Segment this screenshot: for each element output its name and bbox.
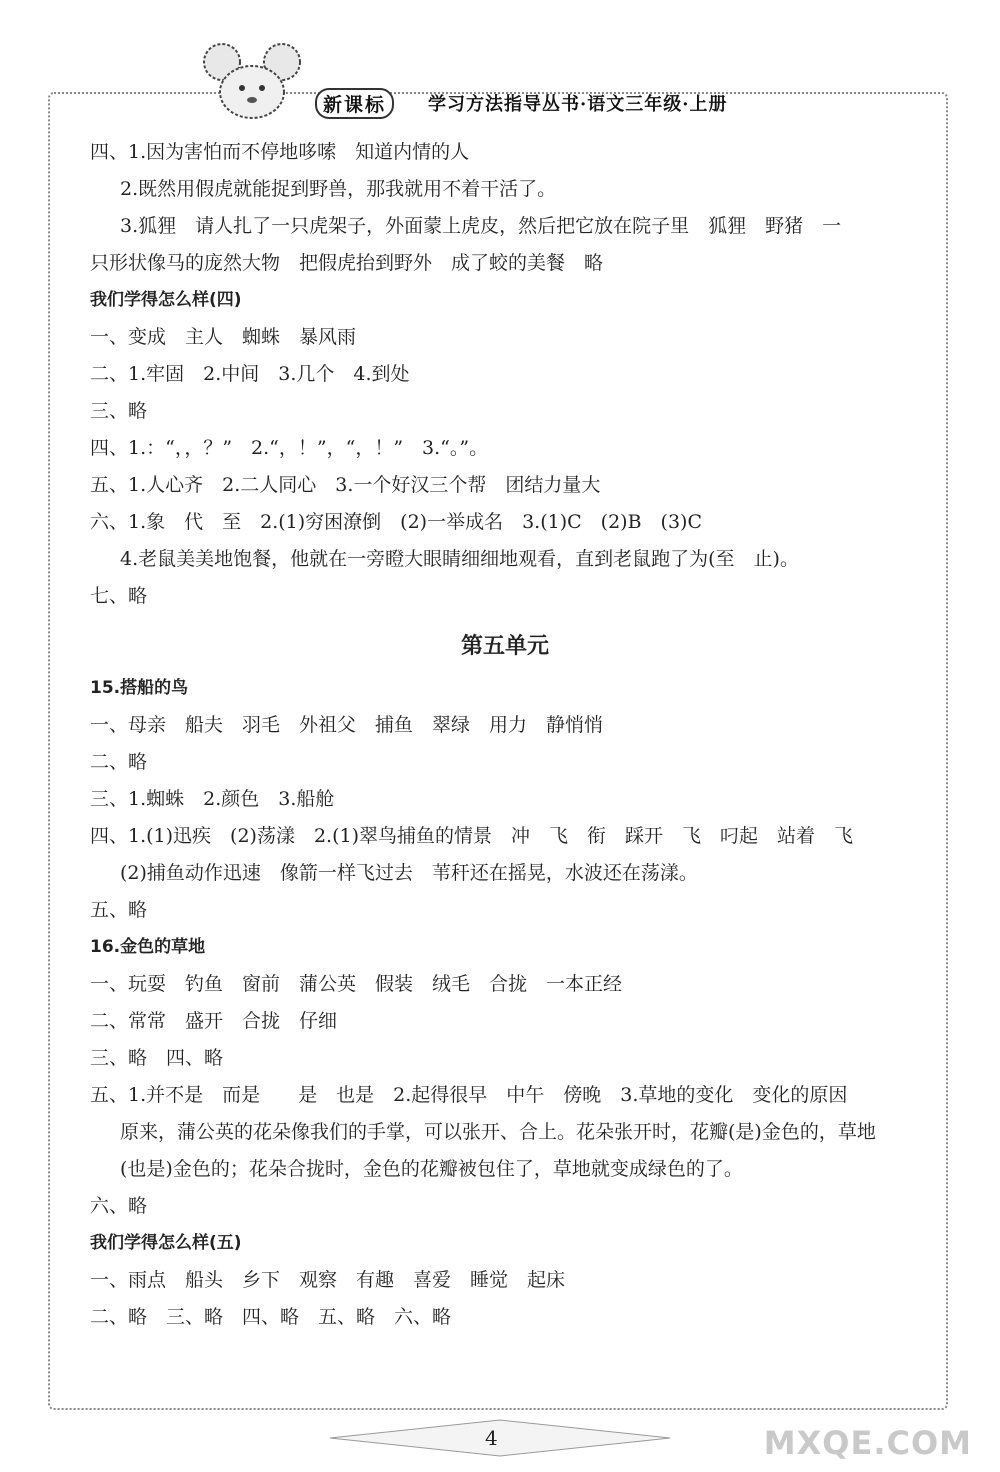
answer-line: 二、常常 盛开 合拢 仔细 [90,1010,338,1032]
answer-line: 五、略 [90,899,148,921]
answer-line: 四、1.因为害怕而不停地哆嗦 知道内情的人 [90,141,470,163]
answer-line: 2.既然用假虎就能捉到野兽，那我就用不着干活了。 [120,178,557,200]
answer-line: 四、1.(1)迅疾 (2)荡漾 2.(1)翠鸟捕鱼的情景 冲 飞 衔 踩开 飞 叼起 站着 飞 [90,825,853,847]
answer-line: 一、母亲 船夫 羽毛 外祖父 捕鱼 翠绿 用力 静悄悄 [90,714,604,736]
answer-line: 一、雨点 船头 乡下 观察 有趣 喜爱 睡觉 起床 [90,1269,566,1291]
answer-line: 3.狐狸 请人扎了一只虎架子，外面蒙上虎皮，然后把它放在院子里 狐狸 野猪 一 [120,215,842,237]
answer-line: 六、1.象 代 至 2.(1)穷困潦倒 (2)一举成名 3.(1)C (2)B (3)C [90,511,702,533]
answer-line: 六、略 [90,1195,148,1217]
answer-line: 二、略 [90,751,148,773]
page-footer [0,1418,1000,1472]
unit-title: 第五单元 [460,633,549,659]
answer-line: 四、1.：“，，？” 2.“，！”，“，！” 3.“。”。 [90,437,489,459]
lesson-title: 15.搭船的鸟 [90,678,189,698]
answer-content [90,138,920,1340]
book-series-title: 学习方法指导丛书·语文三年级·上册 [428,94,728,115]
answer-line: 七、略 [90,585,148,607]
brand-logo-text: 新课标 [315,88,394,119]
answer-line: 五、1.人心齐 2.二人同心 3.一个好汉三个帮 团结力量大 [90,474,601,496]
subsection-title: 我们学得怎么样(五) [90,1233,242,1253]
page-header [200,40,960,120]
answer-line: (2)捕鱼动作迅速 像箭一样飞过去 苇秆还在摇晃，水波还在荡漾。 [120,862,698,884]
answer-line: (也是)金色的；花朵合拢时，金色的花瓣被包住了，草地就变成绿色的了。 [120,1158,743,1180]
answer-line: 三、略 四、略 [90,1047,224,1069]
subsection-title: 我们学得怎么样(四) [90,290,242,310]
answer-line: 三、略 [90,400,148,422]
answer-line: 只形状像马的庞然大物 把假虎抬到野外 成了蛟的美餐 略 [90,252,604,274]
watermark: MXQE.COM [763,1424,972,1462]
answer-line: 五、1.并不是 而是 是 也是 2.起得很早 中午 傍晚 3.草地的变化 变化的原因 [90,1084,848,1106]
mouse-mascot-icon [200,40,310,120]
page-number-ornament-icon [330,1418,670,1458]
answer-line: 二、略 三、略 四、略 五、略 六、略 [90,1306,452,1328]
page-number: 4 [485,1426,498,1450]
answer-line: 4.老鼠美美地饱餐，他就在一旁瞪大眼睛细细地观看，直到老鼠跑了为(至 止)。 [120,548,799,570]
answer-line: 原来，蒲公英的花朵像我们的手掌，可以张开、合上。花朵张开时，花瓣(是)金色的，草地 [120,1121,876,1143]
answer-line: 一、玩耍 钓鱼 窗前 蒲公英 假装 绒毛 合拢 一本正经 [90,973,623,995]
answer-line: 二、1.牢固 2.中间 3.几个 4.到处 [90,363,410,385]
answer-line: 三、1.蜘蛛 2.颜色 3.船舱 [90,788,335,810]
lesson-title: 16.金色的草地 [90,937,206,957]
answer-line: 一、变成 主人 蜘蛛 暴风雨 [90,326,357,348]
